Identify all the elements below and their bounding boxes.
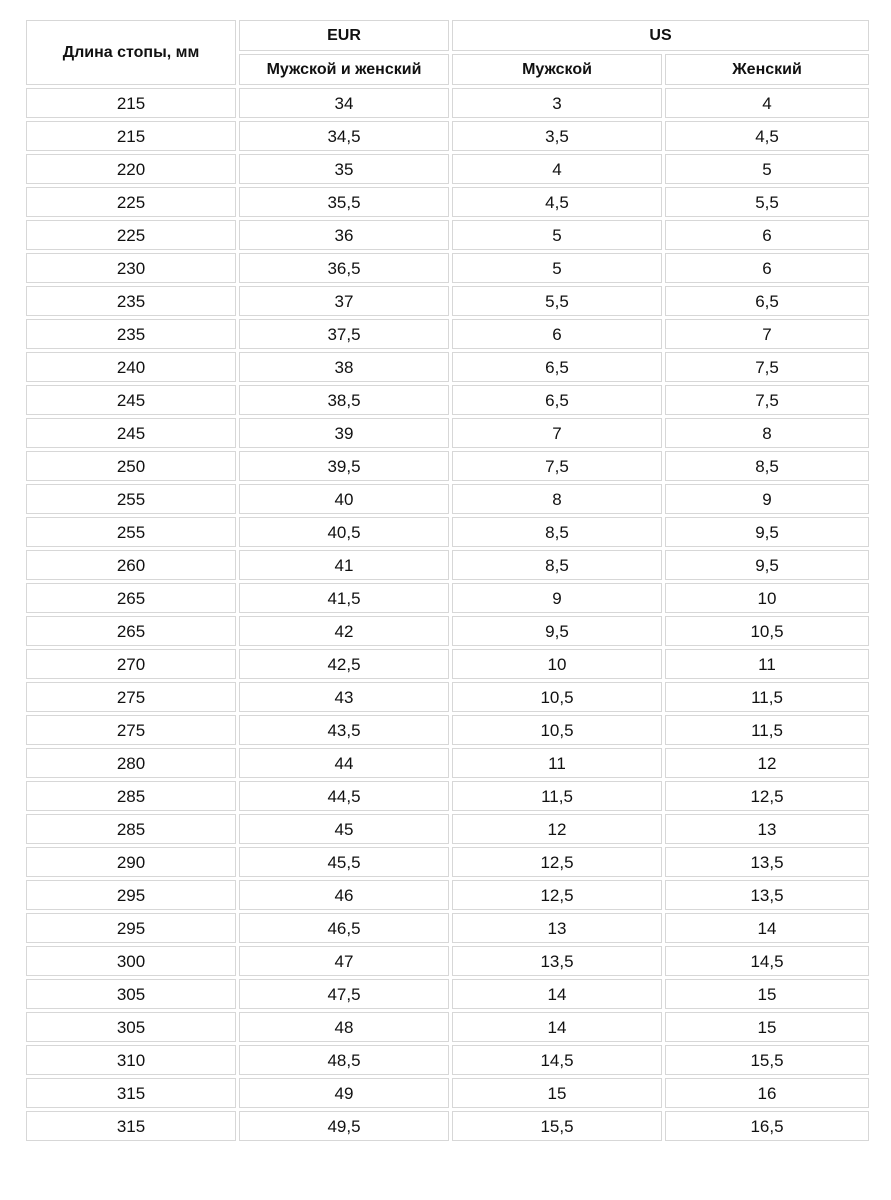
- table-row: [26, 682, 869, 712]
- table-row: [26, 484, 869, 514]
- cell-eur: 35: [239, 154, 449, 184]
- cell-foot-length: 230: [26, 253, 236, 283]
- table-row: [26, 880, 869, 910]
- table-row: [26, 1111, 869, 1141]
- cell-eur: 44,5: [239, 781, 449, 811]
- header-eur-unisex: Мужской и женский: [239, 54, 449, 85]
- table-row: [26, 1012, 869, 1042]
- cell-us-women: 11,5: [665, 682, 869, 712]
- cell-foot-length: 215: [26, 121, 236, 151]
- cell-us-women: 14: [665, 913, 869, 943]
- cell-us-women: 9,5: [665, 550, 869, 580]
- cell-foot-length: 235: [26, 286, 236, 316]
- cell-foot-length: 265: [26, 616, 236, 646]
- cell-foot-length: 275: [26, 682, 236, 712]
- table-row: [26, 979, 869, 1009]
- cell-us-men: 7,5: [452, 451, 662, 481]
- cell-eur: 49,5: [239, 1111, 449, 1141]
- cell-us-women: 4: [665, 88, 869, 118]
- cell-foot-length: 225: [26, 220, 236, 250]
- table-row: [26, 1078, 869, 1108]
- cell-foot-length: 285: [26, 814, 236, 844]
- cell-us-men: 10,5: [452, 682, 662, 712]
- cell-us-women: 6: [665, 220, 869, 250]
- cell-us-men: 12: [452, 814, 662, 844]
- cell-foot-length: 295: [26, 913, 236, 943]
- cell-us-women: 13: [665, 814, 869, 844]
- cell-us-women: 4,5: [665, 121, 869, 151]
- cell-foot-length: 285: [26, 781, 236, 811]
- cell-eur: 43: [239, 682, 449, 712]
- table-row: [26, 616, 869, 646]
- table-row: [26, 715, 869, 745]
- cell-foot-length: 220: [26, 154, 236, 184]
- cell-us-men: 4: [452, 154, 662, 184]
- cell-eur: 34: [239, 88, 449, 118]
- table-header: [26, 20, 869, 85]
- cell-us-women: 16: [665, 1078, 869, 1108]
- cell-eur: 42: [239, 616, 449, 646]
- cell-us-women: 8,5: [665, 451, 869, 481]
- cell-eur: 48,5: [239, 1045, 449, 1075]
- cell-eur: 39: [239, 418, 449, 448]
- cell-eur: 39,5: [239, 451, 449, 481]
- cell-us-women: 5,5: [665, 187, 869, 217]
- cell-us-men: 9,5: [452, 616, 662, 646]
- cell-foot-length: 315: [26, 1078, 236, 1108]
- cell-us-women: 6,5: [665, 286, 869, 316]
- cell-foot-length: 245: [26, 385, 236, 415]
- cell-us-men: 5: [452, 253, 662, 283]
- table-row: [26, 814, 869, 844]
- cell-us-men: 14: [452, 1012, 662, 1042]
- table-row: [26, 517, 869, 547]
- cell-foot-length: 265: [26, 583, 236, 613]
- cell-us-women: 7: [665, 319, 869, 349]
- table-row: [26, 913, 869, 943]
- cell-eur: 45,5: [239, 847, 449, 877]
- cell-eur: 47: [239, 946, 449, 976]
- table-row: [26, 451, 869, 481]
- cell-eur: 36,5: [239, 253, 449, 283]
- cell-us-men: 14,5: [452, 1045, 662, 1075]
- cell-us-men: 10: [452, 649, 662, 679]
- table-row: [26, 319, 869, 349]
- cell-us-women: 8: [665, 418, 869, 448]
- cell-us-men: 3: [452, 88, 662, 118]
- cell-us-women: 13,5: [665, 880, 869, 910]
- cell-us-men: 15: [452, 1078, 662, 1108]
- cell-eur: 38: [239, 352, 449, 382]
- cell-foot-length: 225: [26, 187, 236, 217]
- cell-eur: 38,5: [239, 385, 449, 415]
- cell-foot-length: 215: [26, 88, 236, 118]
- cell-us-men: 8,5: [452, 517, 662, 547]
- cell-eur: 46: [239, 880, 449, 910]
- table-row: [26, 286, 869, 316]
- cell-us-men: 6,5: [452, 352, 662, 382]
- cell-us-men: 15,5: [452, 1111, 662, 1141]
- cell-us-men: 13: [452, 913, 662, 943]
- table-body: [26, 88, 869, 1141]
- cell-eur: 40: [239, 484, 449, 514]
- cell-us-men: 14: [452, 979, 662, 1009]
- cell-foot-length: 245: [26, 418, 236, 448]
- cell-us-men: 7: [452, 418, 662, 448]
- header-us-men: Мужской: [452, 54, 662, 85]
- cell-foot-length: 310: [26, 1045, 236, 1075]
- cell-us-women: 9,5: [665, 517, 869, 547]
- table-row: [26, 352, 869, 382]
- table-row: [26, 781, 869, 811]
- cell-foot-length: 295: [26, 880, 236, 910]
- cell-us-women: 15,5: [665, 1045, 869, 1075]
- size-chart-table: [23, 17, 872, 1144]
- cell-us-men: 11,5: [452, 781, 662, 811]
- cell-foot-length: 270: [26, 649, 236, 679]
- header-foot-length: Длина стопы, мм: [26, 20, 236, 85]
- cell-us-men: 12,5: [452, 880, 662, 910]
- cell-foot-length: 250: [26, 451, 236, 481]
- cell-us-women: 10: [665, 583, 869, 613]
- cell-us-men: 10,5: [452, 715, 662, 745]
- cell-us-men: 6: [452, 319, 662, 349]
- cell-eur: 49: [239, 1078, 449, 1108]
- cell-foot-length: 255: [26, 517, 236, 547]
- cell-us-women: 15: [665, 1012, 869, 1042]
- cell-us-men: 5: [452, 220, 662, 250]
- table-row: [26, 649, 869, 679]
- cell-us-women: 12,5: [665, 781, 869, 811]
- cell-us-men: 11: [452, 748, 662, 778]
- cell-us-women: 11,5: [665, 715, 869, 745]
- cell-eur: 41: [239, 550, 449, 580]
- table-row: [26, 253, 869, 283]
- cell-eur: 40,5: [239, 517, 449, 547]
- header-eur: EUR: [239, 20, 449, 51]
- cell-foot-length: 300: [26, 946, 236, 976]
- cell-eur: 46,5: [239, 913, 449, 943]
- table-row: [26, 121, 869, 151]
- table-row: [26, 1045, 869, 1075]
- table-row: [26, 154, 869, 184]
- cell-eur: 42,5: [239, 649, 449, 679]
- cell-us-men: 4,5: [452, 187, 662, 217]
- table-row: [26, 418, 869, 448]
- cell-us-women: 7,5: [665, 352, 869, 382]
- table-row: [26, 583, 869, 613]
- cell-us-men: 6,5: [452, 385, 662, 415]
- cell-foot-length: 315: [26, 1111, 236, 1141]
- cell-eur: 34,5: [239, 121, 449, 151]
- cell-foot-length: 305: [26, 1012, 236, 1042]
- cell-us-women: 9: [665, 484, 869, 514]
- cell-us-women: 12: [665, 748, 869, 778]
- cell-us-women: 16,5: [665, 1111, 869, 1141]
- table-row: [26, 946, 869, 976]
- cell-eur: 48: [239, 1012, 449, 1042]
- cell-eur: 35,5: [239, 187, 449, 217]
- cell-foot-length: 275: [26, 715, 236, 745]
- cell-foot-length: 305: [26, 979, 236, 1009]
- cell-eur: 44: [239, 748, 449, 778]
- cell-us-women: 7,5: [665, 385, 869, 415]
- cell-eur: 36: [239, 220, 449, 250]
- cell-eur: 45: [239, 814, 449, 844]
- table-row: [26, 847, 869, 877]
- cell-us-women: 5: [665, 154, 869, 184]
- table-row: [26, 88, 869, 118]
- cell-eur: 47,5: [239, 979, 449, 1009]
- cell-us-women: 14,5: [665, 946, 869, 976]
- table-row: [26, 385, 869, 415]
- header-row-top: [26, 20, 869, 51]
- cell-us-men: 9: [452, 583, 662, 613]
- cell-us-women: 13,5: [665, 847, 869, 877]
- cell-us-men: 8: [452, 484, 662, 514]
- cell-foot-length: 235: [26, 319, 236, 349]
- table-row: [26, 220, 869, 250]
- cell-us-men: 13,5: [452, 946, 662, 976]
- cell-us-men: 8,5: [452, 550, 662, 580]
- cell-foot-length: 260: [26, 550, 236, 580]
- cell-us-women: 6: [665, 253, 869, 283]
- cell-foot-length: 280: [26, 748, 236, 778]
- cell-foot-length: 255: [26, 484, 236, 514]
- cell-eur: 37: [239, 286, 449, 316]
- cell-eur: 41,5: [239, 583, 449, 613]
- cell-eur: 43,5: [239, 715, 449, 745]
- cell-us-women: 11: [665, 649, 869, 679]
- cell-foot-length: 240: [26, 352, 236, 382]
- header-us-women: Женский: [665, 54, 869, 85]
- cell-us-men: 12,5: [452, 847, 662, 877]
- header-us: US: [452, 20, 869, 51]
- cell-foot-length: 290: [26, 847, 236, 877]
- cell-us-men: 5,5: [452, 286, 662, 316]
- cell-us-men: 3,5: [452, 121, 662, 151]
- table-row: [26, 550, 869, 580]
- cell-us-women: 15: [665, 979, 869, 1009]
- table-row: [26, 748, 869, 778]
- table-row: [26, 187, 869, 217]
- cell-us-women: 10,5: [665, 616, 869, 646]
- cell-eur: 37,5: [239, 319, 449, 349]
